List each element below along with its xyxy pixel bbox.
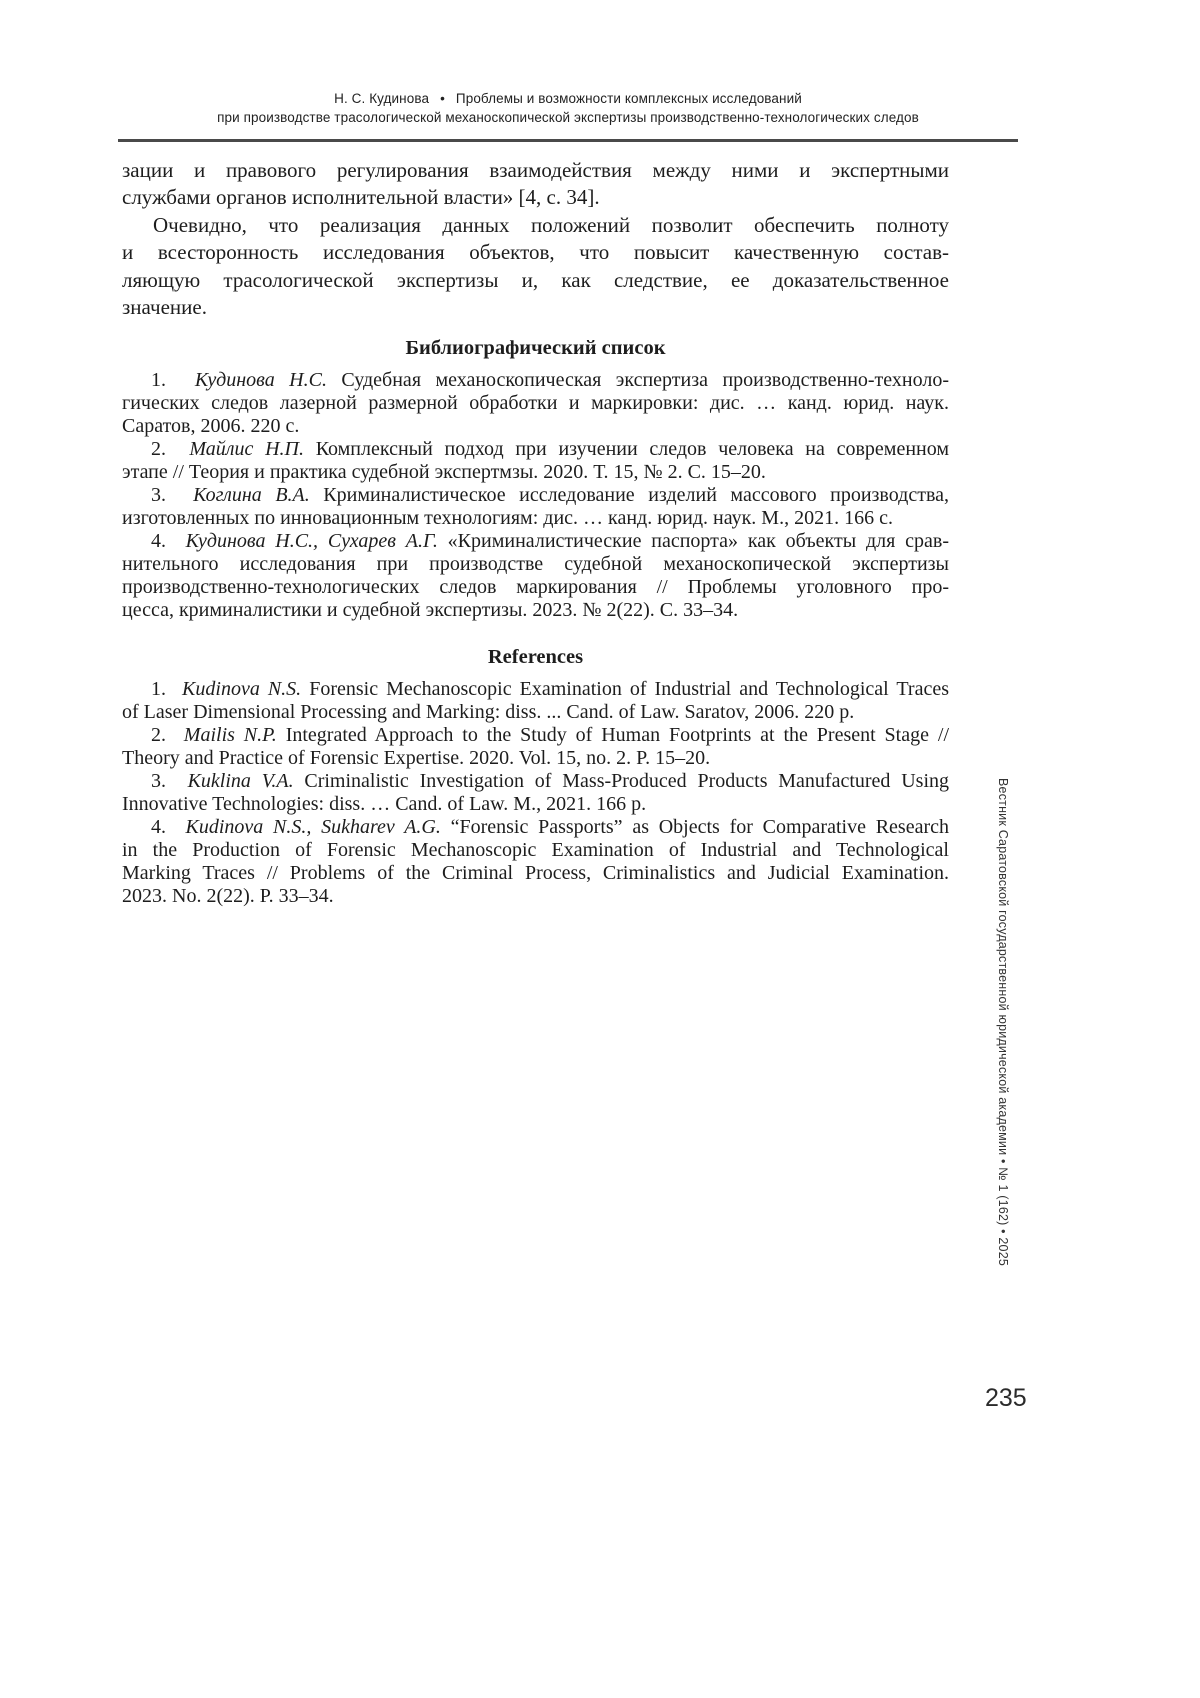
- reference-line: этапе // Теория и практика судебной экспертмзы. 2020. Т. 15, № 2. С. 15–20.: [122, 461, 766, 484]
- reference-item-en: [122, 724, 949, 770]
- journal-sidebar-title: Вестник Саратовской государственной юридической академии • № 1 (162) • 2025: [996, 778, 1010, 1267]
- text-line: Очевидно, что реализация данных положений позволит обеспечить полноту: [153, 212, 949, 237]
- references-en-list: [122, 678, 949, 908]
- paragraph: [122, 212, 949, 322]
- reference-line: Innovative Technologies: diss. … Cand. of Law. M., 2021. 166 p.: [122, 793, 647, 816]
- reference-line: Саратов, 2006. 220 с.: [122, 415, 300, 438]
- paragraph-lines: [122, 157, 949, 212]
- text-line: значение.: [122, 295, 207, 320]
- reference-line: Marking Traces // Problems of the Criminal Process, Criminalistics and Judicial Examination.: [122, 862, 949, 885]
- running-header-subtitle: при производстве трасологической механоскопической экспертизы производственно-технологических следов: [217, 110, 919, 125]
- reference-line: цесса, криминалистики и судебной экспертизы. 2023. № 2(22). С. 33–34.: [122, 599, 739, 622]
- reference-line: 1. Kudinova N.S. Forensic Mechanoscopic Examination of Industrial and Technological Traces: [151, 678, 949, 701]
- running-header-title: Проблемы и возможности комплексных исследований: [455, 91, 802, 106]
- text-line: ляющую трасологической экспертизы и, как следствие, ее доказательственное: [122, 267, 949, 292]
- reference-lines: [122, 530, 949, 622]
- reference-line: 4. Кудинова Н.С., Сухарев А.Г. «Криминалистические паспорта» как объекты для срав-: [151, 530, 949, 553]
- reference-line: 2023. No. 2(22). P. 33–34.: [122, 885, 334, 908]
- reference-line: нительного исследования при производстве судебной механоскопической экспертизы: [122, 553, 949, 576]
- reference-line: 2. Майлис Н.П. Комплексный подход при изучении следов человека на современном: [151, 438, 949, 461]
- reference-item-en: [122, 816, 949, 908]
- running-header-author: Н. С. Кудинова: [334, 91, 430, 106]
- reference-line: 3. Коглина В.А. Криминалистическое исследование изделий массового производства,: [151, 484, 950, 507]
- paragraph-lines: [122, 212, 949, 322]
- reference-item-ru: [122, 438, 949, 484]
- reference-line: 4. Kudinova N.S., Sukharev A.G. “Forensic Passports” as Objects for Comparative Research: [151, 816, 949, 839]
- reference-line: in the Production of Forensic Mechanoscopic Examination of Industrial and Technological: [122, 839, 949, 862]
- reference-lines: [122, 724, 949, 770]
- reference-line: изготовленных по инновационным технологиям: дис. … канд. юрид. наук. М., 2021. 166 с.: [122, 507, 893, 530]
- reference-item-ru: [122, 530, 949, 622]
- reference-line: 1. Кудинова Н.С. Судебная механоскопическая экспертиза производственно-техноло-: [151, 369, 949, 392]
- reference-item-ru: [122, 369, 949, 438]
- references-en-heading: References: [487, 646, 584, 669]
- reference-lines: [122, 678, 949, 724]
- reference-lines: [122, 484, 949, 530]
- bullet-separator: •: [440, 91, 445, 106]
- body-paragraphs: [122, 157, 949, 321]
- reference-line: 2. Mailis N.P. Integrated Approach to the Study of Human Footprints at the Present Stage //: [151, 724, 950, 747]
- running-header-line1: [118, 89, 1018, 108]
- reference-line: производственно-технологических следов маркирования // Проблемы уголовного про-: [122, 576, 949, 599]
- reference-line: Theory and Practice of Forensic Expertise. 2020. Vol. 15, no. 2. P. 15–20.: [122, 747, 711, 770]
- bibliography-ru-heading: Библиографический список: [405, 337, 666, 360]
- text-line: службами органов исполнительной власти» [4, с. 34].: [122, 185, 600, 210]
- main-text-column: [122, 157, 949, 908]
- running-header: [118, 89, 1018, 127]
- reference-item-ru: [122, 484, 949, 530]
- page-number: 235: [985, 1384, 1027, 1412]
- reference-lines: [122, 770, 949, 816]
- reference-line: 3. Kuklina V.A. Criminalistic Investigation of Mass-Produced Products Manufactured Using: [151, 770, 950, 793]
- reference-lines: [122, 816, 949, 908]
- reference-lines: [122, 369, 949, 438]
- reference-item-en: [122, 770, 949, 816]
- paragraph: [122, 157, 949, 212]
- text-line: зации и правового регулирования взаимодействия между ними и экспертными: [122, 158, 949, 182]
- reference-item-en: [122, 678, 949, 724]
- reference-lines: [122, 438, 949, 484]
- reference-line: of Laser Dimensional Processing and Marking: diss. ... Cand. of Law. Saratov, 2006. 220 p.: [122, 701, 855, 724]
- header-rule: [118, 139, 1018, 142]
- reference-line: гических следов лазерной размерной обработки и маркировки: дис. … канд. юрид. наук.: [122, 392, 949, 415]
- text-line: и всесторонность исследования объектов, что повысит качественную состав-: [122, 240, 949, 265]
- bibliography-ru-list: [122, 369, 949, 622]
